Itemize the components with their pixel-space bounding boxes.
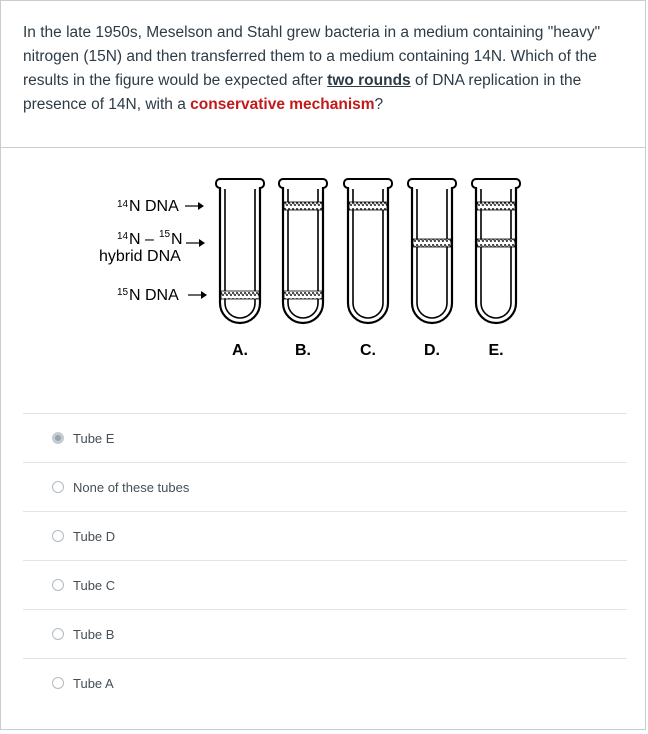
answer-option[interactable] bbox=[23, 462, 627, 511]
answer-option[interactable] bbox=[23, 413, 627, 462]
tube-letter: A. bbox=[232, 342, 248, 359]
question-highlight: conservative mechanism bbox=[190, 96, 375, 113]
radio-button[interactable] bbox=[52, 432, 64, 444]
test-tube-figure bbox=[80, 165, 540, 365]
answer-option[interactable] bbox=[23, 609, 627, 658]
answer-label: Tube A bbox=[73, 675, 114, 691]
label-15n-sup: 15 bbox=[117, 287, 129, 298]
answer-option[interactable] bbox=[23, 560, 627, 609]
question-text bbox=[23, 21, 629, 117]
test-tube bbox=[344, 179, 392, 359]
answer-label: Tube B bbox=[73, 626, 115, 642]
tube-rim bbox=[344, 179, 392, 188]
tube-letter: D. bbox=[424, 342, 440, 359]
figure-svg bbox=[80, 165, 540, 365]
arrow-hybrid-head bbox=[199, 239, 205, 247]
label-hybrid-sup1: 14 bbox=[117, 231, 129, 242]
tube-body bbox=[220, 187, 260, 323]
answer-label: Tube E bbox=[73, 430, 115, 446]
answer-list bbox=[23, 413, 627, 707]
question-divider bbox=[0, 147, 646, 148]
dna-band bbox=[349, 202, 387, 210]
tube-letter: B. bbox=[295, 342, 311, 359]
dna-band bbox=[284, 291, 322, 299]
answer-option[interactable] bbox=[23, 511, 627, 560]
answer-label: Tube D bbox=[73, 528, 116, 544]
tube-letter: E. bbox=[488, 342, 504, 359]
question-part-3: ? bbox=[374, 96, 384, 113]
arrow-14n-head bbox=[198, 202, 204, 210]
answer-label: Tube C bbox=[73, 577, 116, 593]
test-tube bbox=[408, 179, 456, 359]
tube-rim bbox=[216, 179, 264, 188]
test-tube bbox=[216, 179, 264, 359]
radio-button[interactable] bbox=[52, 579, 64, 591]
dna-band bbox=[477, 202, 515, 210]
radio-button[interactable] bbox=[52, 677, 64, 689]
tube-body bbox=[412, 187, 452, 323]
tube-rim bbox=[408, 179, 456, 188]
tubes-group bbox=[216, 179, 520, 359]
label-14n-sup: 14 bbox=[117, 199, 129, 210]
tube-rim bbox=[472, 179, 520, 188]
label-hybrid-c: hybrid DNA bbox=[99, 248, 181, 265]
tube-letter: C. bbox=[360, 342, 376, 359]
dna-band bbox=[221, 291, 259, 299]
radio-button[interactable] bbox=[52, 481, 64, 493]
label-14n-dna: N DNA bbox=[129, 198, 179, 215]
dna-band bbox=[413, 239, 451, 247]
test-tube bbox=[472, 179, 520, 359]
tube-rim bbox=[279, 179, 327, 188]
answer-option[interactable] bbox=[23, 658, 627, 707]
question-emphasis: two rounds bbox=[327, 72, 411, 89]
answer-label: None of these tubes bbox=[73, 479, 190, 495]
label-hybrid-a: N – bbox=[129, 231, 154, 248]
question-part-1: In the late 1950s, Meselson and Stahl grew bacteria in a medium containing "heavy" nitrogen (15N) and then transferred them to a medium containing 14N. Which of the results in the figure would be expected after bbox=[23, 24, 601, 89]
radio-button[interactable] bbox=[52, 628, 64, 640]
label-15n-dna: N DNA bbox=[129, 287, 179, 304]
radio-button[interactable] bbox=[52, 530, 64, 542]
label-hybrid-b: N bbox=[171, 231, 183, 248]
label-hybrid-sup2: 15 bbox=[159, 229, 171, 240]
dna-band bbox=[477, 239, 515, 247]
dna-band bbox=[284, 202, 322, 210]
arrow-15n-head bbox=[201, 291, 207, 299]
question-part-2: of DNA replication in the presence of 14N, with a bbox=[23, 72, 582, 113]
test-tube bbox=[279, 179, 327, 359]
